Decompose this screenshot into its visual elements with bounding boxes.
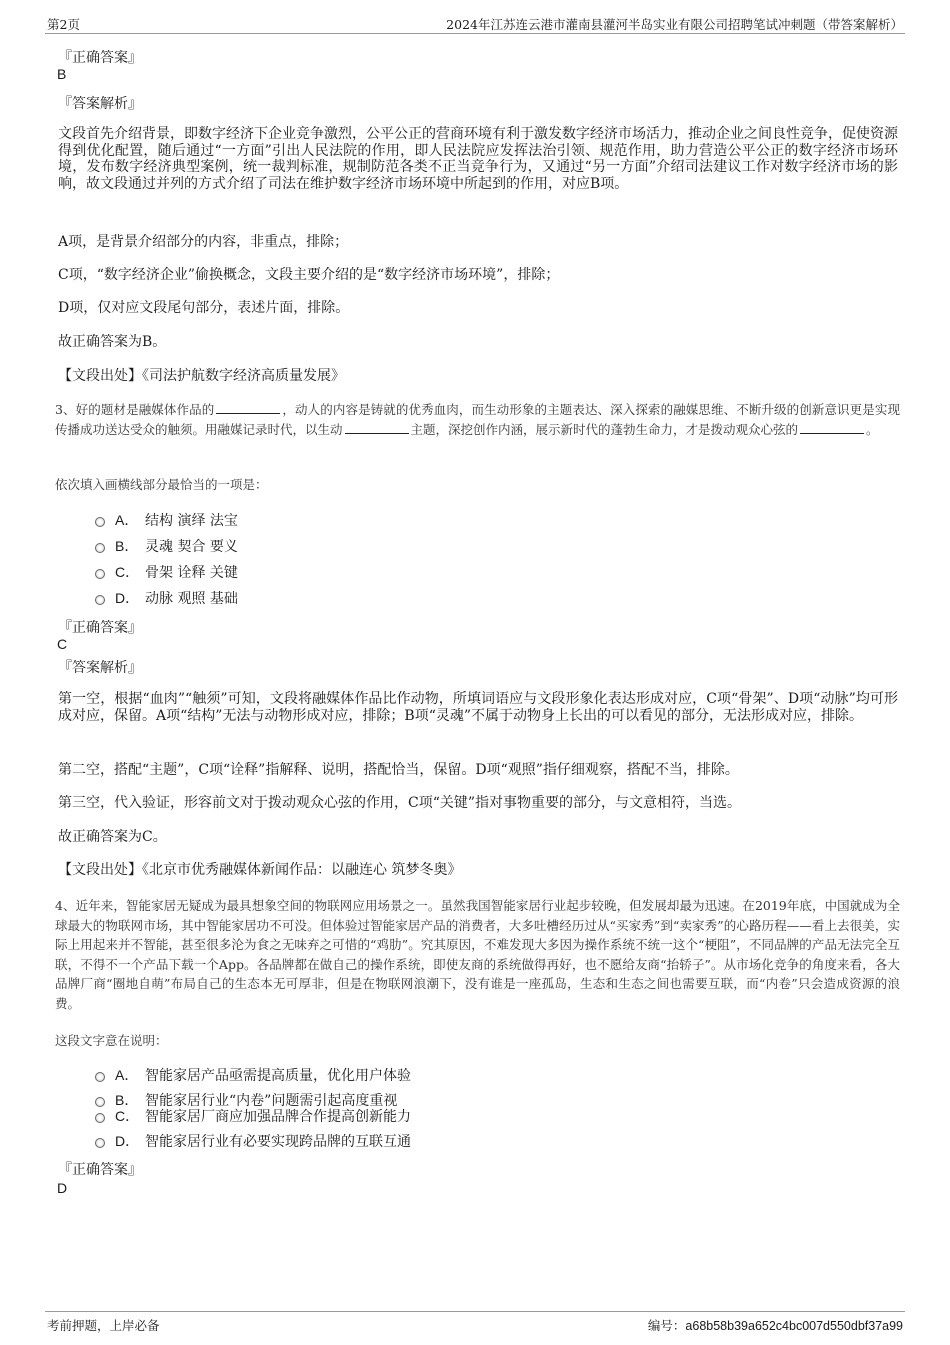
analysis-paragraph: A项，是背景介绍部分的内容，非重点，排除； [58, 234, 349, 250]
radio-icon[interactable] [95, 517, 105, 527]
radio-icon[interactable] [95, 595, 105, 605]
fill-blank [345, 422, 409, 434]
radio-icon[interactable] [95, 1138, 105, 1148]
option-c[interactable]: C． 骨架 诠释 关键 [95, 562, 238, 582]
page-footer [45, 1311, 905, 1335]
page-header [45, 14, 905, 34]
document-id: 编号：a68b58b39a652c4bc007d550dbf37a99 [647, 1318, 903, 1333]
fill-blank [800, 422, 864, 434]
analysis-paragraph: 第二空，搭配“主题”，C项“诠释”指解释、说明，搭配恰当，保留。D项“观照”指仔细观察，搭配不当，排除。 [58, 762, 739, 778]
page-number: 第2页 [47, 17, 80, 32]
analysis-paragraph: C项，“数字经济企业”偷换概念，文段主要介绍的是“数字经济市场环境”，排除； [58, 267, 560, 283]
answer-value: B [57, 66, 67, 82]
option-d[interactable]: D． 智能家居行业有必要实现跨品牌的互联互通 [95, 1131, 411, 1151]
footer-slogan: 考前押题，上岸必备 [47, 1318, 160, 1333]
analysis-paragraph: 第一空，根据“血肉”“触须”可知，文段将融媒体作品比作动物，所填词语应与文段形象化表达形成对应，C项“骨架”、D项“动脉”均可形成对应，保留。A项“结构”无法与动物形成对应，排除；B项“灵魂”不属于动物身上长出的可以看见的部分，无法形成对应，排除。 [58, 691, 898, 724]
analysis-label: 『答案解析』 [58, 96, 142, 112]
answer-label: 『正确答案』 [58, 50, 142, 66]
analysis-paragraph: D项，仅对应文段尾句部分，表述片面，排除。 [58, 300, 350, 316]
radio-icon[interactable] [95, 569, 105, 579]
option-c[interactable]: C． 智能家居厂商应加强品牌合作提高创新能力 [95, 1106, 411, 1126]
answer-value: D [57, 1180, 68, 1196]
analysis-paragraph: 故正确答案为B。 [58, 334, 167, 350]
answer-label: 『正确答案』 [58, 1162, 142, 1178]
question-prompt: 依次填入画横线部分最恰当的一项是： [55, 477, 268, 492]
question-prompt: 这段文字意在说明： [55, 1033, 168, 1048]
option-d[interactable]: D． 动脉 观照 基础 [95, 588, 238, 608]
question-3-text: 3、好的题材是融媒体作品的 ，动人的内容是铸就的优秀血肉，而生动形象的主题表达、深入探索的融媒思维、不断升级的创新意识更是实现传播成功送达受众的触须。用融媒记录时代，以生动 主题，深挖创作内涵，展示新时代的蓬勃生命力，才是拨动观众心弦的 。 [55, 402, 900, 437]
document-title: 2024年江苏连云港市灌南县灌河半岛实业有限公司招聘笔试冲刺题（带答案解析） [446, 17, 903, 32]
fill-blank [216, 402, 280, 414]
option-b[interactable]: B． 灵魂 契合 要义 [95, 536, 238, 556]
radio-icon[interactable] [95, 1097, 105, 1107]
answer-label: 『正确答案』 [58, 620, 142, 636]
source-citation: 【文段出处】《北京市优秀融媒体新闻作品：以融连心 筑梦冬奥》 [58, 862, 462, 878]
analysis-paragraph: 故正确答案为C。 [58, 829, 167, 845]
radio-icon[interactable] [95, 1113, 105, 1123]
radio-icon[interactable] [95, 1072, 105, 1082]
answer-value: C [57, 636, 68, 652]
option-a[interactable]: A． 结构 演绎 法宝 [95, 510, 238, 530]
question-4-text: 4、近年来，智能家居无疑成为最具想象空间的物联网应用场景之一。虽然我国智能家居行业起步较晚，但发展却最为迅速。在2019年底，中国就成为全球最大的物联网市场，其中智能家居功不可没。但体验过智能家居产品的消费者，大多吐槽经历过从“买家秀”到“卖家秀”的心路历程——看上去很美，实际上用起来并不智能，甚至很多沦为食之无味弃之可惜的“鸡肋”。究其原因，不难发现大多因为操作系统不统一这个“梗阻”，不同品牌的产品无法完全互联，不得不一个产品下载一个App。各品牌都在做自己的操作系统，即使友商的系统做得再好，也不愿给友商“抬轿子”。从市场化竞争的角度来看，各大品牌厂商“圈地自萌”布局自己的生态本无可厚非，但是在物联网浪潮下，没有谁是一座孤岛，生态和生态之间也需要互联，而“内卷”只会造成资源的浪费。 [55, 898, 900, 1011]
analysis-label: 『答案解析』 [58, 660, 142, 676]
option-a[interactable]: A． 智能家居产品亟需提高质量，优化用户体验 [95, 1065, 411, 1085]
option-b[interactable]: B． 智能家居行业“内卷”问题需引起高度重视 [95, 1090, 397, 1110]
source-citation: 【文段出处】《司法护航数字经济高质量发展》 [58, 368, 345, 384]
analysis-paragraph: 第三空，代入验证，形容前文对于拨动观众心弦的作用，C项“关键”指对事物重要的部分，与文意相符，当选。 [58, 795, 742, 811]
radio-icon[interactable] [95, 543, 105, 553]
analysis-paragraph: 文段首先介绍背景，即数字经济下企业竞争激烈，公平公正的营商环境有利于激发数字经济市场活力，推动企业之间良性竞争，促使资源得到优化配置，随后通过“一方面”引出人民法院的作用，即人民法院应发挥法治引领、规范作用，助力营造公平公正的数字经济市场环境，发布数字经济典型案例，统一裁判标准，规制防范各类不正当竞争行为，又通过“另一方面”介绍司法建议工作对数字经济市场的影响，故文段通过并列的方式介绍了司法在维护数字经济市场环境中所起到的作用，对应B项。 [58, 126, 898, 192]
